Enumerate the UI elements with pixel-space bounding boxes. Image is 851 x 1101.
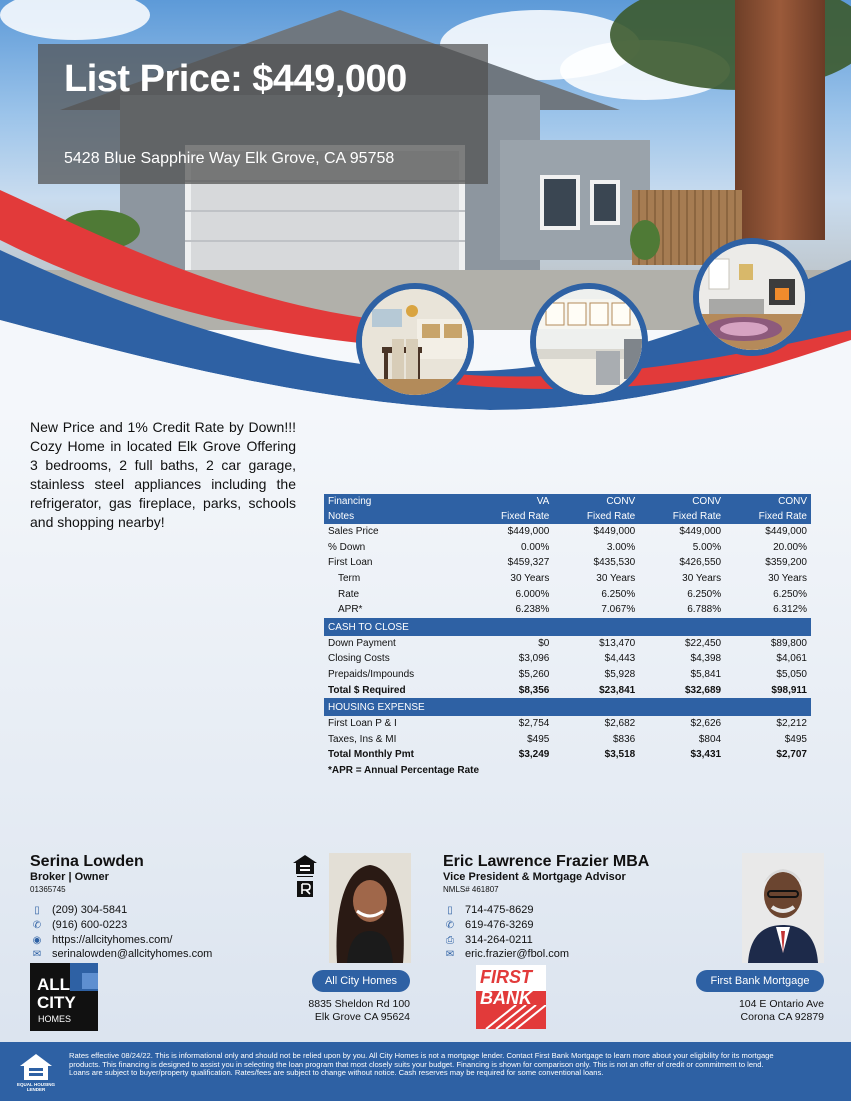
row-label: % Down bbox=[328, 541, 366, 553]
cell-value: $426,550 bbox=[679, 557, 722, 569]
cell-value: $13,470 bbox=[599, 637, 636, 649]
agent-phone2: (916) 600-0223 bbox=[52, 919, 128, 931]
row-label: Rate bbox=[338, 588, 360, 600]
cell-value: $2,626 bbox=[690, 718, 722, 730]
cell-value: 6.000% bbox=[515, 588, 550, 600]
lender-mobile[interactable] bbox=[443, 903, 534, 917]
cell-value: 30 Years bbox=[510, 573, 550, 585]
phone-icon: ✆ bbox=[32, 919, 42, 931]
envelope-icon: ✉ bbox=[445, 948, 455, 960]
cell-value: 6.250% bbox=[773, 588, 807, 600]
cell-value: $89,800 bbox=[770, 637, 807, 649]
envelope-icon: ✉ bbox=[32, 948, 42, 960]
cell-value: $5,841 bbox=[690, 669, 722, 681]
apr-footnote: *APR = Annual Percentage Rate bbox=[328, 764, 480, 776]
listing-title-box bbox=[38, 44, 488, 184]
table-row bbox=[324, 586, 811, 602]
cell-value: 6.788% bbox=[687, 604, 722, 616]
financing-header-row-2 bbox=[324, 509, 811, 524]
financing-col-rate-type: Fixed Rate bbox=[467, 509, 553, 524]
cell-value: 3.00% bbox=[606, 541, 636, 553]
lender-photo bbox=[742, 853, 824, 963]
table-row-total bbox=[324, 747, 811, 763]
table-row bbox=[324, 602, 811, 618]
agent-phone1: (209) 304-5841 bbox=[52, 904, 128, 916]
table-row bbox=[324, 555, 811, 571]
section-header-cash-to-close bbox=[324, 618, 811, 636]
mobile-phone-icon: ▯ bbox=[34, 904, 40, 916]
cell-value: $5,260 bbox=[518, 669, 550, 681]
section-label: HOUSING EXPENSE bbox=[324, 698, 811, 716]
equal-housing-lender-label: EQUAL HOUSING LENDER bbox=[17, 1082, 55, 1092]
cell-value: $4,061 bbox=[776, 653, 807, 665]
cell-value: $804 bbox=[698, 733, 722, 745]
row-label: Sales Price bbox=[328, 526, 379, 538]
logo-text-first: FIRST bbox=[480, 967, 532, 987]
cell-value: $98,911 bbox=[771, 684, 807, 696]
agent-website-link[interactable] bbox=[30, 933, 172, 947]
equal-housing-realtor-icon bbox=[292, 854, 318, 902]
cell-value: $459,327 bbox=[507, 557, 550, 569]
cell-value: $836 bbox=[612, 733, 636, 745]
cell-value: $359,200 bbox=[765, 557, 807, 569]
cell-value: $32,689 bbox=[684, 684, 722, 696]
lender-office-line2: Corona CA 92879 bbox=[740, 1011, 824, 1023]
cell-value: $0 bbox=[538, 637, 550, 649]
cell-value: $3,096 bbox=[518, 653, 550, 665]
lender-office-address bbox=[664, 998, 824, 1024]
lender-name: Eric Lawrence Frazier MBA bbox=[443, 853, 650, 870]
disclaimer-text: Rates effective 08/24/22. This is informational only and should not be relied upon by you. All City Homes is not a mortgage lender. Contact First Bank Mortgage to learn more about your eligibility for its mortgage products. This financing is designed to assist you in selecting the loan program that most closely suits your budget. Financing is shown for comparison only. This is not an offer of credit or commitment to lend. Loans are subject to buyer/property qualification. Rates/fees are subject to change without notice. Cash reserves may be required for some conventional loans. bbox=[69, 1051, 774, 1078]
table-row bbox=[324, 571, 811, 587]
globe-icon: ◉ bbox=[32, 934, 42, 946]
table-row-total bbox=[324, 682, 811, 698]
cell-value: $2,707 bbox=[776, 749, 807, 761]
all-city-homes-logo bbox=[30, 963, 98, 1031]
first-bank-logo bbox=[476, 965, 546, 1029]
cell-value: $5,050 bbox=[776, 669, 807, 681]
row-label: Term bbox=[338, 573, 361, 585]
financing-col-rate-type: Fixed Rate bbox=[639, 509, 725, 524]
mobile-phone-icon: ▯ bbox=[447, 904, 453, 916]
financing-col-type: CONV bbox=[639, 494, 725, 509]
financing-table bbox=[324, 494, 811, 776]
lender-email: eric.frazier@fbol.com bbox=[465, 948, 570, 960]
cell-value: 6.312% bbox=[773, 604, 807, 616]
cell-value: 20.00% bbox=[773, 541, 807, 553]
cell-value: 30 Years bbox=[768, 573, 807, 585]
agent-license: 01365745 bbox=[30, 885, 66, 894]
row-label: Prepaids/Impounds bbox=[328, 669, 415, 681]
cell-value: 7.067% bbox=[601, 604, 636, 616]
lender-fax-number: 314-264-0211 bbox=[465, 934, 533, 946]
table-row bbox=[324, 651, 811, 667]
section-header-housing-expense bbox=[324, 698, 811, 716]
table-row bbox=[324, 667, 811, 683]
lender-phone[interactable] bbox=[443, 918, 534, 932]
logo-text-bank: BANK bbox=[480, 988, 532, 1008]
row-label: First Loan P & I bbox=[328, 718, 397, 730]
lender-fax[interactable] bbox=[443, 933, 533, 947]
footer-disclaimer-bar bbox=[0, 1042, 851, 1101]
equal-housing-lender-icon bbox=[18, 1052, 54, 1092]
section-label: CASH TO CLOSE bbox=[324, 618, 811, 636]
row-label: First Loan bbox=[328, 557, 373, 569]
agent-office-line1: 8835 Sheldon Rd 100 bbox=[308, 998, 410, 1010]
agent-mobile[interactable] bbox=[30, 903, 127, 917]
cell-value: 6.250% bbox=[601, 588, 636, 600]
cell-value: $435,530 bbox=[593, 557, 636, 569]
financing-header-row-1 bbox=[324, 494, 811, 509]
list-price: List Price: $449,000 bbox=[64, 58, 407, 100]
table-row bbox=[324, 732, 811, 748]
cell-value: 6.250% bbox=[687, 588, 722, 600]
row-label: APR* bbox=[338, 604, 363, 616]
row-label: Down Payment bbox=[328, 637, 396, 649]
cell-value: $5,928 bbox=[604, 669, 636, 681]
agent-website: https://allcityhomes.com/ bbox=[52, 934, 173, 946]
row-label: Total $ Required bbox=[328, 684, 406, 696]
cell-value: 30 Years bbox=[682, 573, 722, 585]
financing-header-label: Financing bbox=[324, 494, 467, 509]
cell-value: $495 bbox=[784, 733, 807, 745]
agent-role: Broker | Owner bbox=[30, 871, 109, 883]
cell-value: $23,841 bbox=[599, 684, 636, 696]
cell-value: $449,000 bbox=[765, 526, 807, 538]
cell-value: 5.00% bbox=[692, 541, 722, 553]
cell-value: $449,000 bbox=[507, 526, 550, 538]
lender-email-link[interactable] bbox=[443, 947, 569, 961]
cell-value: $2,682 bbox=[604, 718, 636, 730]
agent-office-line2: Elk Grove CA 95624 bbox=[314, 1011, 410, 1023]
lender-role: Vice President & Mortgage Advisor bbox=[443, 871, 626, 883]
financing-col-rate-type: Fixed Rate bbox=[725, 509, 811, 524]
table-row bbox=[324, 524, 811, 540]
cell-value: 6.238% bbox=[515, 604, 550, 616]
financing-col-type: CONV bbox=[553, 494, 639, 509]
row-label: Taxes, Ins & MI bbox=[328, 733, 397, 745]
phone-icon: ✆ bbox=[445, 919, 455, 931]
fax-icon: ⎙ bbox=[446, 934, 454, 946]
kitchen-photo bbox=[530, 283, 648, 401]
cell-value: 30 Years bbox=[596, 573, 636, 585]
cell-value: $2,212 bbox=[776, 718, 807, 730]
living-room-photo bbox=[693, 238, 811, 356]
cell-value: $3,249 bbox=[518, 749, 550, 761]
cell-value: $4,398 bbox=[690, 653, 722, 665]
logo-text-city: CITY bbox=[37, 993, 76, 1012]
lender-phone1: 714-475-8629 bbox=[465, 904, 534, 916]
table-row bbox=[324, 636, 811, 652]
cell-value: $3,518 bbox=[604, 749, 636, 761]
financing-col-type: CONV bbox=[725, 494, 811, 509]
cell-value: $2,754 bbox=[518, 718, 550, 730]
financing-header-label: Notes bbox=[324, 509, 467, 524]
agent-email-link[interactable] bbox=[30, 947, 212, 961]
agent-office-address bbox=[250, 998, 410, 1024]
logo-text-homes: HOMES bbox=[38, 1014, 72, 1024]
property-address: 5428 Blue Sapphire Way Elk Grove, CA 95758 bbox=[64, 150, 395, 167]
cell-value: $4,443 bbox=[604, 653, 636, 665]
cell-value: $449,000 bbox=[679, 526, 722, 538]
cell-value: $3,431 bbox=[690, 749, 722, 761]
table-row bbox=[324, 540, 811, 556]
agent-photo bbox=[329, 853, 411, 963]
lender-phone2: 619-476-3269 bbox=[465, 919, 534, 931]
property-description: New Price and 1% Credit Rate by Down!!! Cozy Home in located Elk Grove Offering 3 bedrooms, 2 full baths, 2 car garage, stainless steel appliances including the refrigerator, gas fireplace, parks, schools and shopping nearby! bbox=[30, 419, 296, 530]
cell-value: $8,356 bbox=[518, 684, 550, 696]
lender-license: NMLS# 461807 bbox=[443, 885, 499, 894]
financing-col-type: VA bbox=[467, 494, 553, 509]
dining-room-photo bbox=[356, 283, 474, 401]
cell-value: $495 bbox=[527, 733, 550, 745]
cell-value: 0.00% bbox=[521, 541, 550, 553]
logo-text-all: ALL bbox=[37, 975, 71, 994]
cell-value: $22,450 bbox=[684, 637, 722, 649]
row-label: Closing Costs bbox=[328, 653, 390, 665]
financing-col-rate-type: Fixed Rate bbox=[553, 509, 639, 524]
all-city-homes-button[interactable]: All City Homes bbox=[312, 970, 410, 992]
cell-value: $449,000 bbox=[593, 526, 636, 538]
agent-phone[interactable] bbox=[30, 918, 127, 932]
table-row bbox=[324, 716, 811, 732]
agent-name: Serina Lowden bbox=[30, 853, 144, 870]
row-label: Total Monthly Pmt bbox=[328, 749, 414, 761]
agent-email: serinalowden@allcityhomes.com bbox=[52, 948, 213, 960]
first-bank-mortgage-button[interactable]: First Bank Mortgage bbox=[696, 970, 824, 992]
lender-office-line1: 104 E Ontario Ave bbox=[738, 998, 824, 1010]
